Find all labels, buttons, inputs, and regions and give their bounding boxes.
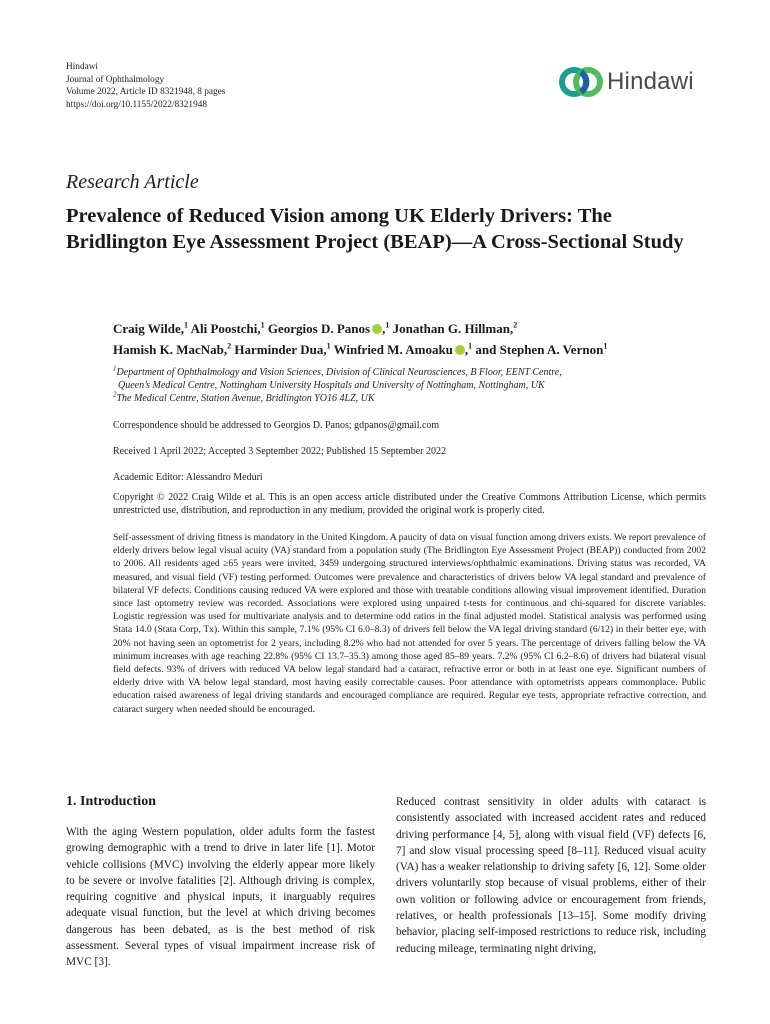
intro-paragraph-left: With the aging Western population, older adults form the fastest growing demographic with a trend to drive in later life [1]. Motor vehicle collisions (MVC) involving the elderly appear more likely to be severe or involve fatalities [2]. Although driving is complex, requiring cognitive and physical inputs, it inarguably requires adequate visual function, but the level at which driving becomes dangerous has been debated, as is the best method of risk assessment. Several types of visual impairment increase risk of MVC [3]. xyxy=(66,826,375,969)
abstract: Self-assessment of driving fitness is mandatory in the United Kingdom. A paucity of data on visual function among drivers exists. We report prevalence of elderly drivers below legal visual acuity (VA) standard from a population study (The Bridlington Eye Assessment Project (BEAP)) conducted from 2002 to 2006. All residents aged ≥65 years were invited, 3459 undergoing structured interviews/ophthalmic examinations. Driving status was recorded, VA measured, and visual field (VF) testing performed. Outcomes were prevalence and characteristics of drivers below VA legal standard and prevalence of bilateral VF defects. Conditions causing reduced VA were explored and those with treatable conditions allowing visual improvement identified. Duration since last optometry review was recorded. Associations were explored using unpaired t-tests for continuous and chi-squared for discrete variables. Logistic regression was used for multivariate analysis and to determine odd ratios in the final adjusted model. Statistical analysis was performed using Stata 14.0 (Stata Corp, Tx). Within this sample, 7.1% (95% CI 6.0–8.3) of drivers fell below the VA legal driving standard (6/12) in their better eye, with 20% not having seen an optometrist for 2 years, including 8.2% who had not attended for over 5 years. The percentage of drivers falling below the VA minimum increases with age reaching 22.8% (95% CI 13.7–35.3) among those aged 85–89 years. 7.2% (95% CI 6.2–8.6) of drivers had bilateral visual field defects. 93% of drivers with reduced VA below legal standard had a cataract, refractive error or both in at least one eye. Significant numbers of elderly drive with VA below legal standard, most having easily correctable causes. Poor attendance with optometrists appears commonplace. Public education raised awareness of legal driving standards and encouraged compliance are required. Regular eye tests, appropriate refractive correction, and cataract surgery when needed should be encouraged. xyxy=(113,532,706,715)
volume-line: Volume 2022, Article ID 8321948, 8 pages xyxy=(66,87,226,98)
logo-text: Hindawi xyxy=(607,68,694,95)
author-name: Jonathan G. Hillman, xyxy=(392,321,514,336)
author-name: Ali Poostchi, xyxy=(190,321,261,336)
author-name: Winfried M. Amoaku xyxy=(333,342,453,357)
author-name: and Stephen A. Vernon xyxy=(475,342,604,357)
journal-name: Journal of Ophthalmology xyxy=(66,74,165,85)
affiliation-1-cont: Queen’s Medical Centre, Nottingham University Hospitals and University of Nottingham, Nottingham, UK xyxy=(118,380,545,391)
author-name: Harminder Dua, xyxy=(234,342,327,357)
affiliation-2: $^2$The Medical Centre, Station Avenue, Bridlington YO16 4LZ, UK xyxy=(113,390,375,404)
article-title: Prevalence of Reduced Vision among UK Elderly Drivers: The Bridlington Eye Assessment Project (BEAP)—A Cross-Sectional Study xyxy=(66,205,684,253)
author-name: Hamish K. MacNab, xyxy=(113,342,228,357)
author-name: Georgios D. Panos xyxy=(267,321,371,336)
author-affiliation-number: 1 xyxy=(603,341,608,351)
hindawi-logo-icon xyxy=(557,62,605,102)
doi-link[interactable]: https://doi.org/10.1155/2022/8321948 xyxy=(66,99,208,110)
author-affiliation-number: 2 xyxy=(513,320,518,330)
orcid-icon[interactable] xyxy=(455,345,465,355)
intro-left-column xyxy=(66,794,375,971)
affiliations xyxy=(113,366,713,405)
publication-dates: Received 1 April 2022; Accepted 3 September 2022; Published 15 September 2022 xyxy=(113,446,446,457)
author-name: Craig Wilde, xyxy=(113,321,185,336)
journal-meta xyxy=(66,61,225,111)
author-affiliation-number: 1 xyxy=(326,341,331,351)
correspondence: Correspondence should be addressed to Georgios D. Panos; gdpanos@gmail.com xyxy=(113,420,440,431)
intro-right-column xyxy=(396,794,706,957)
orcid-icon[interactable] xyxy=(372,324,382,334)
author-list: Craig Wilde,$^1$ Ali Poostchi,$^1$ Georgios D. Panos ,$^1$ Jonathan G. Hillman,$^2$ Hamish K. MacNab,$^2$ Harminder Dua,$^1$ Winfried M. Amoaku ,$^1$ and Stephen A. Vernon$^1$ xyxy=(113,320,608,357)
author-affiliation-number: 1 xyxy=(260,320,265,330)
section-heading: 1. Introduction xyxy=(66,794,156,809)
author-affiliation-number: 1 xyxy=(468,341,473,351)
author-affiliation-number: 2 xyxy=(227,341,232,351)
affiliation-1: $^1$Department of Ophthalmology and Vision Sciences, Division of Clinical Neurosciences, B Floor, EENT Centre, xyxy=(113,364,562,378)
hindawi-logo xyxy=(557,62,707,102)
copyright-notice: Copyright © 2022 Craig Wilde et al. This is an open access article distributed under the Creative Commons Attribution License, which permits unrestricted use, distribution, and reproduction in any medium, provided the original work is properly cited. xyxy=(113,492,706,516)
article-type: Research Article xyxy=(66,171,199,193)
author-affiliation-number: 1 xyxy=(184,320,189,330)
author-affiliation-number: 1 xyxy=(385,320,390,330)
publisher-name: Hindawi xyxy=(66,62,99,72)
academic-editor: Academic Editor: Alessandro Meduri xyxy=(113,472,263,483)
intro-paragraph-right: Reduced contrast sensitivity in older adults with cataract is consistently associated with increased accident rates and reduced driving performance [4, 5], along with visual field (VF) defects [6, 7] and slow visual processing speed [8–11]. Reduced visual acuity (VA) has a weaker relationship to driving safety [6, 12]. Some older drivers voluntarily stop because of visual problems, either of their own volition or following advice or encouragement from friends, relatives, or health professionals [13–15]. Some modify driving behavior, placing self-imposed restrictions to reduce risk, including reducing mileage, terminating night driving, xyxy=(396,796,706,955)
